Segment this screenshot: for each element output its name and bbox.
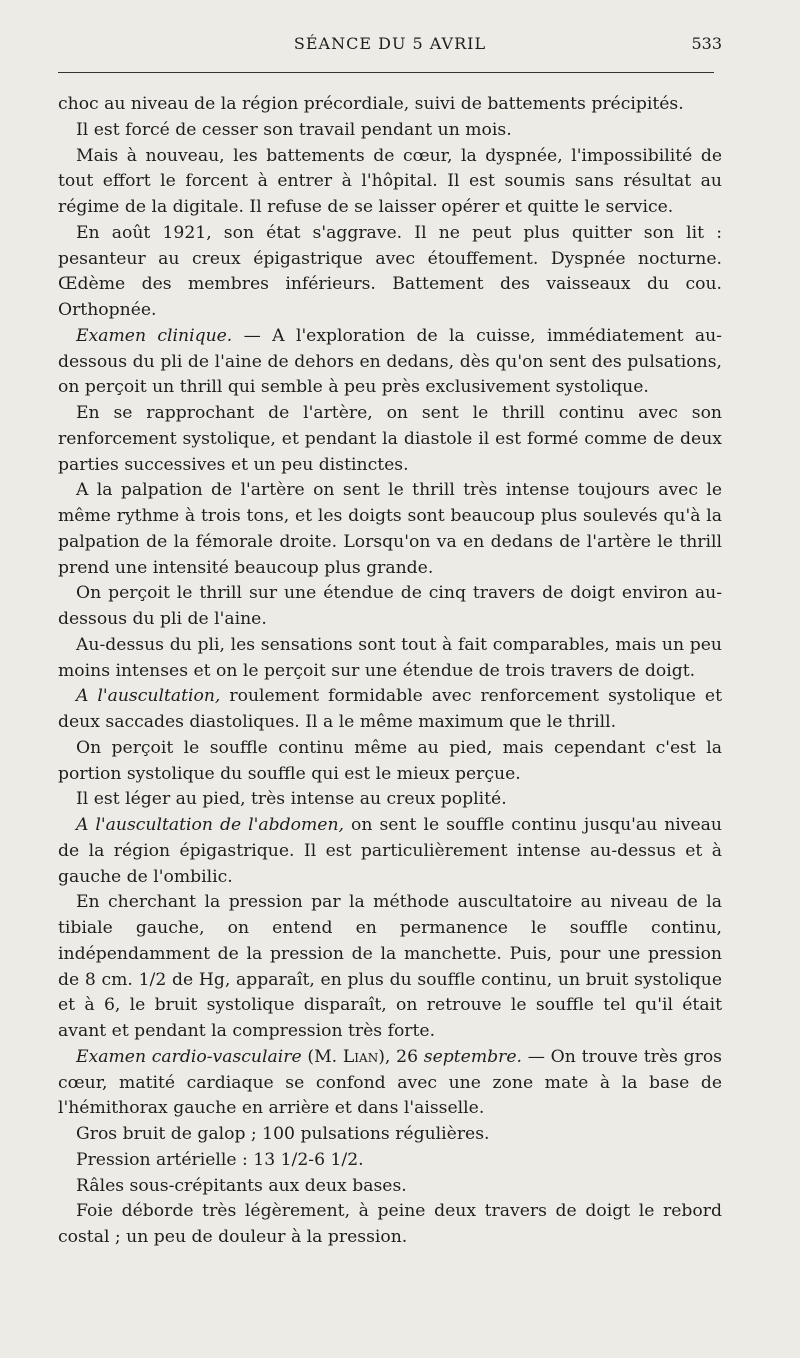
paragraph: En août 1921, son état s'aggrave. Il ne peut plus quitter son lit : pesanteur au creux épigastrique avec étouffement. Dyspnée nocturne. Œdème des membres inférieurs. Battement des vaisseaux du cou. Orthopnée. [58,222,722,320]
paragraph: Il est forcé de cesser son travail pendant un mois. [76,119,512,140]
paragraph: Gros bruit de galop ; 100 pulsations régulières. [76,1124,490,1144]
paragraph: Au-dessus du pli, les sensations sont tout à fait comparables, mais un peu moins intenses et on le perçoit sur une étendue de trois travers de doigt. [58,634,722,681]
paragraph [58,1045,722,1122]
paragraph: Pression artérielle : 13 1/2-6 1/2. [76,1149,364,1170]
paragraph-text: ), 26 [378,1046,424,1067]
paragraph [58,684,722,736]
paragraph [58,324,722,401]
section-lead: A l'auscultation de l'abdomen, [76,815,344,835]
header-rule [58,72,714,73]
running-head: SÉANCE DU 5 AVRIL [293,34,487,53]
page-header [58,34,722,60]
paragraph-text: — A l'exploration de la cuisse, immédiatement au-dessous du pli de l'aine de dehors en dedans, dès qu'on sent des pulsations, on perçoit un thrill qui semble à peu près exclusivement systolique. [58,325,722,398]
section-lead: A l'auscultation, [76,686,221,707]
date-text: septembre. [423,1046,522,1067]
paragraph [58,813,722,890]
paragraph: Râles sous-crépitants aux deux bases. [76,1175,407,1196]
body-text [58,92,722,1251]
author-name: Lian [342,1046,379,1067]
paragraph: Foie déborde très légèrement, à peine deux travers de doigt le rebord costal ; un peu de douleur à la pression. [58,1201,722,1247]
paragraph-text: roulement formidable avec renforcement systolique et deux saccades diastoliques. Il a le même maximum que le thrill. [58,686,722,732]
paragraph: On perçoit le souffle continu même au pied, mais cependant c'est la portion systolique du souffle qui est le mieux perçue. [58,737,722,784]
paragraph: Mais à nouveau, les battements de cœur, la dyspnée, l'impossibilité de tout effort le forcent à entrer à l'hôpital. Il est soumis sans résultat au régime de la digitale. Il refuse de se laisser opérer et quitte le service. [58,145,722,217]
paragraph: En se rapprochant de l'artère, on sent le thrill continu avec son renforcement systolique, et pendant la diastole il est formé comme de deux parties successives et un peu distinctes. [58,403,722,475]
paragraph: choc au niveau de la région précordiale, suivi de battements précipités. [58,94,684,114]
paragraph: En cherchant la pression par la méthode auscultatoire au niveau de la tibiale gauche, on entend en permanence le souffle continu, indépendamment de la pression de la manchette. Puis, pour une pression de 8 cm. 1/2 de Hg, apparaît, en plus du souffle continu, un bruit systolique et à 6, le bruit systolique disparaît, on retrouve le souffle tel qu'il était avant et pendant la compression très forte. [58,892,722,1041]
paragraph-text: — On trouve très gros cœur, matité cardiaque se confond avec une zone mate à la base de l'hémithorax gauche en arrière et dans l'aisselle. [58,1046,723,1119]
paragraph: On perçoit le thrill sur une étendue de cinq travers de doigt environ au-dessous du pli de l'aine. [58,583,722,629]
paragraph-text: on sent le souffle continu jusqu'au niveau de la région épigastrique. Il est particulièrement intense au-dessus et à gauche de l'ombilic. [58,815,722,887]
paragraph: A la palpation de l'artère on sent le thrill très intense toujours avec le même rythme à trois tons, et les doigts sont beaucoup plus soulevés qu'à la palpation de la fémorale droite. Lorsqu'on va en dedans de l'artère le thrill prend une intensité beaucoup plus grande. [58,480,722,578]
paragraph-text: (M. [301,1046,343,1067]
page-number: 533 [691,34,722,53]
section-lead: Examen cardio-vasculaire [76,1046,302,1067]
paragraph: Il est léger au pied, très intense au creux poplité. [76,789,507,810]
section-lead: Examen clinique. [76,325,233,346]
